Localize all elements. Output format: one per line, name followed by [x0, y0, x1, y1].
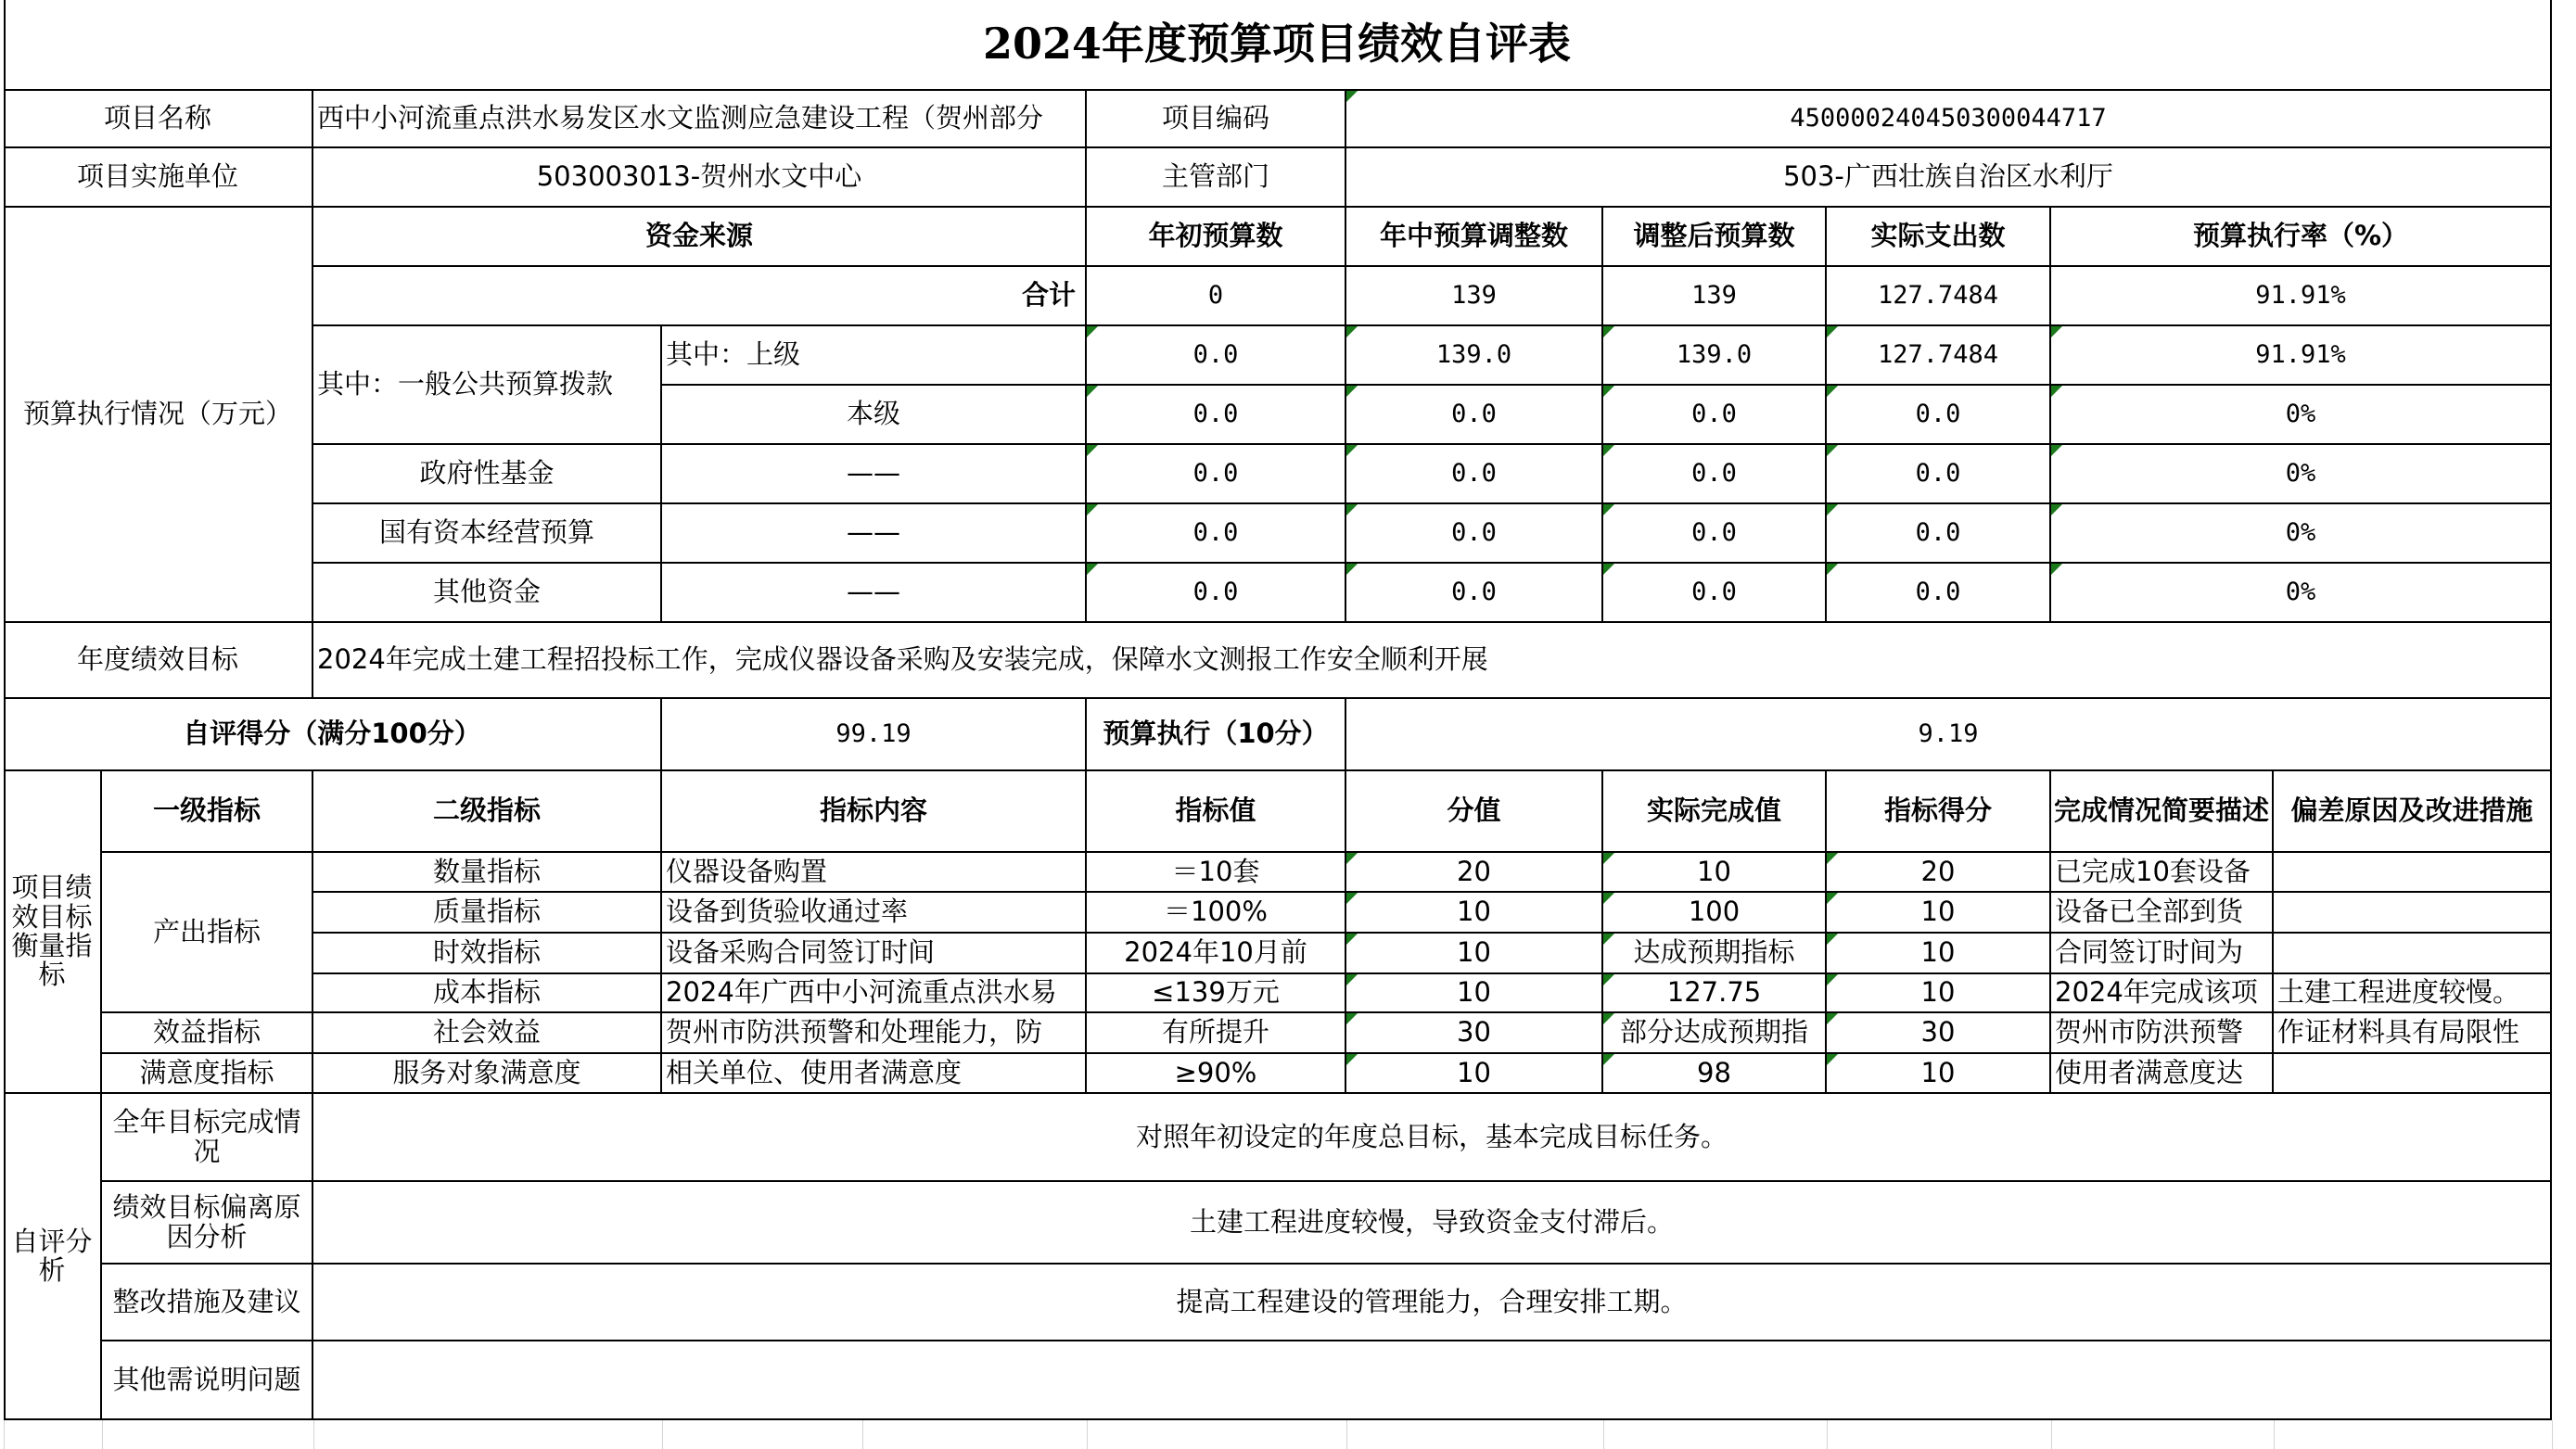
gridline	[2274, 1420, 2275, 1449]
indicator-content[interactable]: 2024年广西中小河流重点洪水易	[662, 974, 1087, 1013]
error-indicator-icon	[1603, 1054, 1614, 1065]
indicator-reason[interactable]: 土建工程进度较慢。	[2274, 974, 2552, 1013]
indicator-actual[interactable]: 98	[1603, 1054, 1827, 1094]
indicator-header[interactable]: 指标内容	[662, 771, 1087, 853]
budget-row-label[interactable]: 政府性基金	[313, 445, 662, 504]
gridline	[313, 1420, 314, 1449]
self-eval-section-label[interactable]: 自评分析	[4, 1094, 102, 1420]
error-indicator-icon	[1346, 326, 1358, 337]
indicator-level2[interactable]: 时效指标	[313, 934, 662, 974]
error-indicator-icon	[1827, 893, 1838, 904]
error-indicator-icon	[1087, 386, 1098, 397]
indicator-header[interactable]: 指标值	[1087, 771, 1346, 853]
budget-row-initial[interactable]: 0.0	[1087, 386, 1346, 445]
indicator-level2[interactable]: 社会效益	[313, 1013, 662, 1054]
budget-row-label[interactable]: 国有资本经营预算	[313, 504, 662, 564]
project-code-label[interactable]: 项目编码	[1087, 91, 1346, 148]
error-indicator-icon	[1603, 504, 1614, 515]
budget-row-sub[interactable]: ——	[662, 445, 1087, 504]
indicator-desc[interactable]: 使用者满意度达	[2051, 1054, 2274, 1094]
indicator-target[interactable]: ≥90%	[1087, 1054, 1346, 1094]
indicator-score[interactable]: 10	[1827, 974, 2051, 1013]
total-mid[interactable]: 139	[1346, 267, 1603, 326]
error-indicator-icon	[1346, 504, 1358, 515]
error-indicator-icon	[2051, 564, 2062, 575]
error-indicator-icon	[1346, 1054, 1358, 1065]
indicator-header[interactable]: 指标得分	[1827, 771, 2051, 853]
self-score-value[interactable]: 99.19	[662, 699, 1087, 771]
indicator-target[interactable]: ≤139万元	[1087, 974, 1346, 1013]
project-code-value[interactable]: 450000240450300044717	[1346, 91, 2552, 148]
indicator-actual[interactable]: 127.75	[1603, 974, 1827, 1013]
budget-exec-label[interactable]: 预算执行（10分）	[1087, 699, 1346, 771]
error-indicator-icon	[1087, 326, 1098, 337]
budget-row-actual[interactable]: 0.0	[1827, 564, 2051, 623]
indicator-score[interactable]: 20	[1827, 853, 2051, 893]
gridline	[1603, 1420, 1604, 1449]
indicator-header[interactable]: 实际完成值	[1603, 771, 1827, 853]
indicator-header[interactable]: 一级指标	[102, 771, 313, 853]
indicator-actual[interactable]: 达成预期指标	[1603, 934, 1827, 974]
indicator-level2[interactable]: 数量指标	[313, 853, 662, 893]
budget-row-rate[interactable]: 0%	[2051, 504, 2552, 564]
project-name-label[interactable]: 项目名称	[4, 91, 313, 148]
error-indicator-icon	[1603, 445, 1614, 456]
annual-goal-label[interactable]: 年度绩效目标	[4, 623, 313, 699]
total-actual[interactable]: 127.7484	[1827, 267, 2051, 326]
error-indicator-icon	[1603, 326, 1614, 337]
error-indicator-icon	[1603, 564, 1614, 575]
self-eval-row-text[interactable]	[313, 1341, 2552, 1420]
error-indicator-icon	[1827, 853, 1838, 864]
error-indicator-icon	[1087, 564, 1098, 575]
gridline	[2552, 1420, 2553, 1449]
indicator-content[interactable]: 贺州市防洪预警和处理能力，防	[662, 1013, 1087, 1054]
error-indicator-icon	[1827, 445, 1838, 456]
self-eval-row-label[interactable]: 其他需说明问题	[102, 1341, 313, 1420]
indicator-header[interactable]: 二级指标	[313, 771, 662, 853]
budget-row-adjusted[interactable]: 0.0	[1603, 564, 1827, 623]
indicator-content[interactable]: 相关单位、使用者满意度	[662, 1054, 1087, 1094]
budget-header[interactable]: 资金来源	[313, 208, 1087, 267]
unit-label[interactable]: 项目实施单位	[4, 148, 313, 208]
error-indicator-icon	[1087, 504, 1098, 515]
indicator-desc[interactable]: 2024年完成该项	[2051, 974, 2274, 1013]
total-initial[interactable]: 0	[1087, 267, 1346, 326]
error-indicator-icon	[1346, 386, 1358, 397]
budget-row-sub[interactable]: ——	[662, 564, 1087, 623]
indicator-actual[interactable]: 100	[1603, 893, 1827, 934]
gridline	[2051, 1420, 2052, 1449]
benefit-indicator-label[interactable]: 效益指标	[102, 1013, 313, 1054]
indicators-section-label[interactable]: 项目绩效目标衡量指标	[4, 771, 102, 1094]
satisfaction-indicator-label[interactable]: 满意度指标	[102, 1054, 313, 1094]
budget-header[interactable]: 实际支出数	[1827, 208, 2051, 267]
self-eval-row-label[interactable]: 绩效目标偏离原因分析	[102, 1182, 313, 1265]
gridline	[4, 1420, 5, 1449]
indicator-header[interactable]: 完成情况简要描述	[2051, 771, 2274, 853]
error-indicator-icon	[1346, 893, 1358, 904]
indicator-target[interactable]: ＝10套	[1087, 853, 1346, 893]
indicator-desc[interactable]: 已完成10套设备	[2051, 853, 2274, 893]
indicator-actual[interactable]: 10	[1603, 853, 1827, 893]
indicator-header[interactable]: 分值	[1346, 771, 1603, 853]
indicator-weight[interactable]: 10	[1346, 974, 1603, 1013]
self-eval-row-text[interactable]: 提高工程建设的管理能力，合理安排工期。	[313, 1265, 2552, 1341]
budget-row-mid[interactable]: 0.0	[1346, 386, 1603, 445]
indicator-content[interactable]: 设备采购合同签订时间	[662, 934, 1087, 974]
indicator-target[interactable]: ＝100%	[1087, 893, 1346, 934]
indicator-content[interactable]: 仪器设备购置	[662, 853, 1087, 893]
budget-row-actual[interactable]: 0.0	[1827, 386, 2051, 445]
error-indicator-icon	[1346, 853, 1358, 864]
error-indicator-icon	[1603, 853, 1614, 864]
budget-row-label[interactable]: 其他资金	[313, 564, 662, 623]
budget-row-adjusted[interactable]: 0.0	[1603, 504, 1827, 564]
budget-row-initial[interactable]: 0.0	[1087, 326, 1346, 386]
output-indicator-label[interactable]: 产出指标	[102, 853, 313, 1013]
unit-value[interactable]: 503003013-贺州水文中心	[313, 148, 1087, 208]
dept-value[interactable]: 503-广西壮族自治区水利厅	[1346, 148, 2552, 208]
indicator-score[interactable]: 30	[1827, 1013, 2051, 1054]
gridline	[862, 1420, 863, 1449]
budget-header[interactable]: 预算执行率（%）	[2051, 208, 2552, 267]
budget-row-initial[interactable]: 0.0	[1087, 504, 1346, 564]
gridline	[1827, 1420, 1828, 1449]
indicator-weight[interactable]: 10	[1346, 934, 1603, 974]
error-indicator-icon	[1827, 504, 1838, 515]
indicator-level2[interactable]: 服务对象满意度	[313, 1054, 662, 1094]
budget-row-actual[interactable]: 0.0	[1827, 445, 2051, 504]
indicator-target[interactable]: 有所提升	[1087, 1013, 1346, 1054]
indicator-score[interactable]: 10	[1827, 893, 2051, 934]
error-indicator-icon	[1827, 1013, 1838, 1024]
self-eval-row-text[interactable]: 土建工程进度较慢，导致资金支付滞后。	[313, 1182, 2552, 1265]
error-indicator-icon	[1603, 386, 1614, 397]
error-indicator-icon	[1827, 934, 1838, 945]
budget-row-initial[interactable]: 0.0	[1087, 564, 1346, 623]
budget-row-adjusted[interactable]: 0.0	[1603, 445, 1827, 504]
indicator-reason[interactable]	[2274, 934, 2552, 974]
page-title[interactable]: 2024年度预算项目绩效自评表	[4, 0, 2552, 91]
annual-goal-text[interactable]: 2024年完成土建工程招投标工作，完成仪器设备采购及安装完成，保障水文测报工作安全顺利开展	[313, 623, 2552, 699]
budget-row-rate[interactable]: 0%	[2051, 386, 2552, 445]
indicator-score[interactable]: 10	[1827, 1054, 2051, 1094]
budget-header[interactable]: 年中预算调整数	[1346, 208, 1603, 267]
budget-row-mid[interactable]: 0.0	[1346, 445, 1603, 504]
dept-label[interactable]: 主管部门	[1087, 148, 1346, 208]
indicator-score[interactable]: 10	[1827, 934, 2051, 974]
error-indicator-icon	[1603, 934, 1614, 945]
self-eval-row-label[interactable]: 全年目标完成情况	[102, 1094, 313, 1182]
gridline	[1087, 1420, 1088, 1449]
gridline	[102, 1420, 103, 1449]
budget-row-mid[interactable]: 0.0	[1346, 564, 1603, 623]
budget-row-sub[interactable]: ——	[662, 504, 1087, 564]
error-indicator-icon	[1087, 445, 1098, 456]
error-indicator-icon	[2051, 504, 2062, 515]
total-rate[interactable]: 91.91%	[2051, 267, 2552, 326]
self-score-label[interactable]: 自评得分（满分100分）	[4, 699, 662, 771]
indicator-reason[interactable]	[2274, 893, 2552, 934]
indicator-weight[interactable]: 30	[1346, 1013, 1603, 1054]
budget-row-rate[interactable]: 91.91%	[2051, 326, 2552, 386]
self-eval-row-text[interactable]: 对照年初设定的年度总目标，基本完成目标任务。	[313, 1094, 2552, 1182]
indicator-actual[interactable]: 部分达成预期指	[1603, 1013, 1827, 1054]
error-indicator-icon	[1346, 91, 1358, 102]
error-indicator-icon	[2051, 326, 2062, 337]
indicator-reason[interactable]	[2274, 853, 2552, 893]
indicator-content[interactable]: 设备到货验收通过率	[662, 893, 1087, 934]
budget-header[interactable]: 调整后预算数	[1603, 208, 1827, 267]
budget-row-adjusted[interactable]: 0.0	[1603, 386, 1827, 445]
indicator-desc[interactable]: 合同签订时间为	[2051, 934, 2274, 974]
error-indicator-icon	[1346, 934, 1358, 945]
error-indicator-icon	[1603, 1013, 1614, 1024]
general-budget-label[interactable]: 其中：一般公共预算拨款	[313, 326, 662, 445]
indicator-weight[interactable]: 10	[1346, 893, 1603, 934]
error-indicator-icon	[2051, 386, 2062, 397]
budget-row-label[interactable]: 其中：上级	[662, 326, 1087, 386]
budget-exec-value[interactable]: 9.19	[1346, 699, 2552, 771]
total-label[interactable]: 合计	[313, 267, 1087, 326]
budget-row-actual[interactable]: 0.0	[1827, 504, 2051, 564]
indicator-reason[interactable]: 作证材料具有局限性	[2274, 1013, 2552, 1054]
gridline	[1346, 1420, 1347, 1449]
budget-row-label[interactable]: 本级	[662, 386, 1087, 445]
indicator-target[interactable]: 2024年10月前	[1087, 934, 1346, 974]
indicator-desc[interactable]: 设备已全部到货	[2051, 893, 2274, 934]
project-name-value[interactable]: 西中小河流重点洪水易发区水文监测应急建设工程（贺州部分	[313, 91, 1087, 148]
self-eval-row-label[interactable]: 整改措施及建议	[102, 1265, 313, 1341]
budget-row-rate[interactable]: 0%	[2051, 445, 2552, 504]
error-indicator-icon	[2051, 445, 2062, 456]
total-adjusted[interactable]: 139	[1603, 267, 1827, 326]
error-indicator-icon	[1827, 326, 1838, 337]
error-indicator-icon	[1346, 1013, 1358, 1024]
error-indicator-icon	[1827, 1054, 1838, 1065]
error-indicator-icon	[1827, 386, 1838, 397]
error-indicator-icon	[1603, 974, 1614, 985]
budget-row-rate[interactable]: 0%	[2051, 564, 2552, 623]
indicator-level2[interactable]: 成本指标	[313, 974, 662, 1013]
error-indicator-icon	[1827, 974, 1838, 985]
error-indicator-icon	[1346, 445, 1358, 456]
indicator-desc[interactable]: 贺州市防洪预警	[2051, 1013, 2274, 1054]
gridline	[662, 1420, 663, 1449]
indicator-header[interactable]: 偏差原因及改进措施	[2274, 771, 2552, 853]
budget-section-label[interactable]: 预算执行情况（万元）	[4, 208, 313, 623]
budget-row-actual[interactable]: 127.7484	[1827, 326, 2051, 386]
indicator-weight[interactable]: 20	[1346, 853, 1603, 893]
indicator-reason[interactable]	[2274, 1054, 2552, 1094]
indicator-weight[interactable]: 10	[1346, 1054, 1603, 1094]
error-indicator-icon	[1346, 974, 1358, 985]
budget-row-adjusted[interactable]: 139.0	[1603, 326, 1827, 386]
budget-row-initial[interactable]: 0.0	[1087, 445, 1346, 504]
error-indicator-icon	[1827, 564, 1838, 575]
error-indicator-icon	[1603, 893, 1614, 904]
error-indicator-icon	[1346, 564, 1358, 575]
indicator-level2[interactable]: 质量指标	[313, 893, 662, 934]
budget-row-mid[interactable]: 139.0	[1346, 326, 1603, 386]
budget-header[interactable]: 年初预算数	[1087, 208, 1346, 267]
budget-row-mid[interactable]: 0.0	[1346, 504, 1603, 564]
